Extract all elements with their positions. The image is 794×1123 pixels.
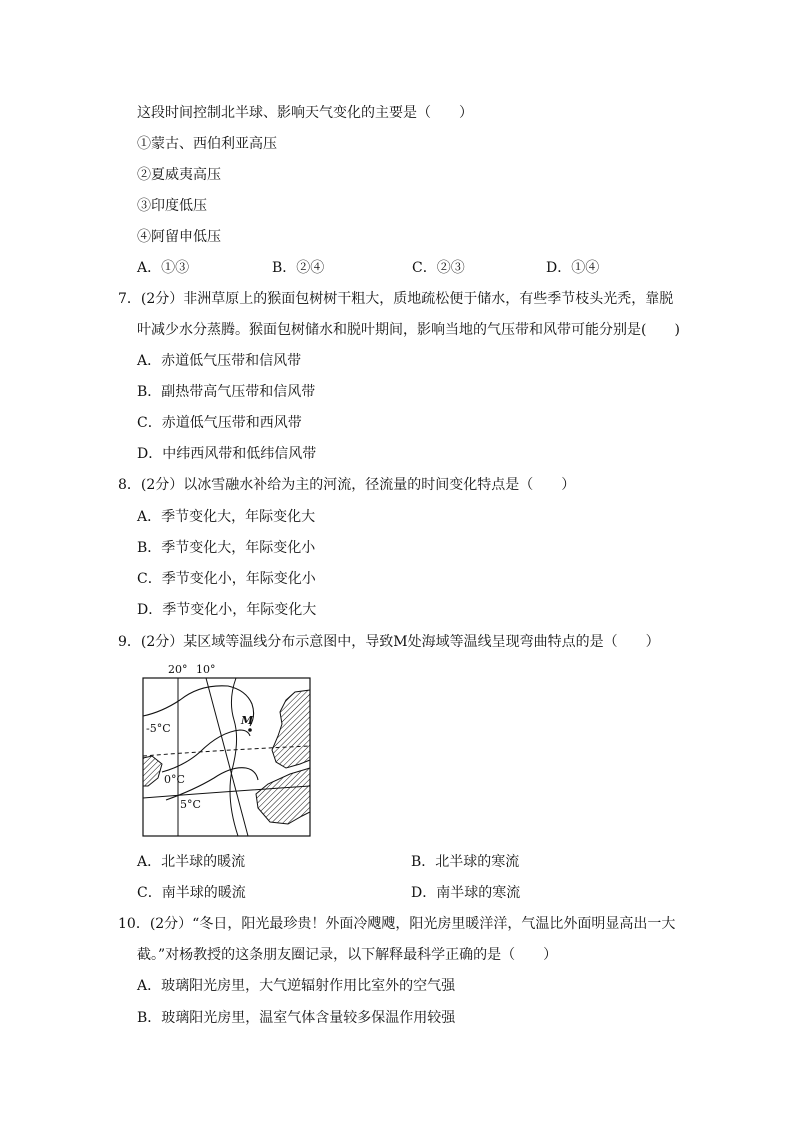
lon-label-20: 20° — [168, 663, 188, 676]
iso-label-5: 5°C — [180, 798, 201, 811]
land-east-upper — [272, 690, 310, 768]
q6-item-2: ②夏威夷高压 — [137, 167, 221, 183]
q9-stem: 9．(2分）某区域等温线分布示意图中，导致M处海域等温线呈现弯曲特点的是（ ） — [118, 634, 660, 650]
q10-option-b[interactable]: B．玻璃阳光房里，温室气体含量较多保温作用较强 — [137, 1010, 456, 1026]
q7-stem-line2: 叶减少水分蒸腾。猴面包树储水和脱叶期间，影响当地的气压带和风带可能分别是( ) — [137, 322, 680, 338]
q7-option-a[interactable]: A．赤道低气压带和信风带 — [137, 353, 302, 369]
q6-option-a[interactable]: A．①③ — [137, 260, 190, 276]
isotherm-map — [140, 660, 315, 840]
iso-label-0: 0°C — [164, 773, 185, 786]
q10-stem-line2: 截。”对杨教授的这条朋友圈记录，以下解释最科学正确的是（ ） — [137, 947, 558, 963]
q10-option-a[interactable]: A．玻璃阳光房里，大气逆辐射作用比室外的空气强 — [137, 978, 456, 994]
lon-label-10: 10° — [196, 663, 216, 676]
q9-option-b[interactable]: B．北半球的寒流 — [411, 854, 520, 870]
q7-option-d[interactable]: D．中纬西风带和低纬信风带 — [137, 446, 317, 462]
q10-stem-line1: 10．(2分）“冬日，阳光最珍贵！外面冷飕飕，阳光房里暖洋洋，气温比外面明显高出一大 — [118, 916, 676, 932]
q6-item-4: ④阿留申低压 — [137, 229, 221, 245]
q6-option-c[interactable]: C．②③ — [412, 260, 465, 276]
q8-option-d[interactable]: D．季节变化小，年际变化大 — [137, 602, 317, 618]
point-m-label: M — [241, 714, 254, 727]
q6-stem: 这段时间控制北半球、影响天气变化的主要是（ ） — [137, 105, 473, 121]
q6-item-1: ①蒙古、西伯利亚高压 — [137, 136, 277, 152]
q9-option-a[interactable]: A．北半球的暖流 — [137, 854, 246, 870]
q7-option-b[interactable]: B．副热带高气压带和信风带 — [137, 384, 316, 400]
q9-option-d[interactable]: D．南半球的寒流 — [411, 885, 521, 901]
q7-stem-line1: 7．(2分）非洲草原上的猴面包树树干粗大，质地疏松便于储水，有些季节枝头光秃，靠脱 — [118, 291, 674, 307]
iso-label-minus5: -5°C — [146, 722, 171, 735]
land-east-lower — [256, 768, 310, 824]
isotherm-minus5 — [143, 686, 254, 726]
q6-option-d[interactable]: D．①④ — [546, 260, 600, 276]
q8-option-c[interactable]: C．季节变化小，年际变化小 — [137, 571, 316, 587]
land-west — [143, 756, 162, 786]
q8-option-a[interactable]: A．季节变化大，年际变化大 — [137, 509, 316, 525]
q6-item-3: ③印度低压 — [137, 198, 207, 214]
q9-option-c[interactable]: C．南半球的暖流 — [137, 885, 246, 901]
coast-curve — [230, 678, 238, 836]
point-m-marker — [248, 728, 252, 732]
q7-option-c[interactable]: C．赤道低气压带和西风带 — [137, 415, 302, 431]
q8-option-b[interactable]: B．季节变化大，年际变化小 — [137, 540, 316, 556]
meridian-10 — [206, 678, 248, 836]
q6-option-b[interactable]: B．②④ — [272, 260, 325, 276]
q8-stem: 8．(2分）以冰雪融水补给为主的河流，径流量的时间变化特点是（ ） — [118, 477, 576, 493]
